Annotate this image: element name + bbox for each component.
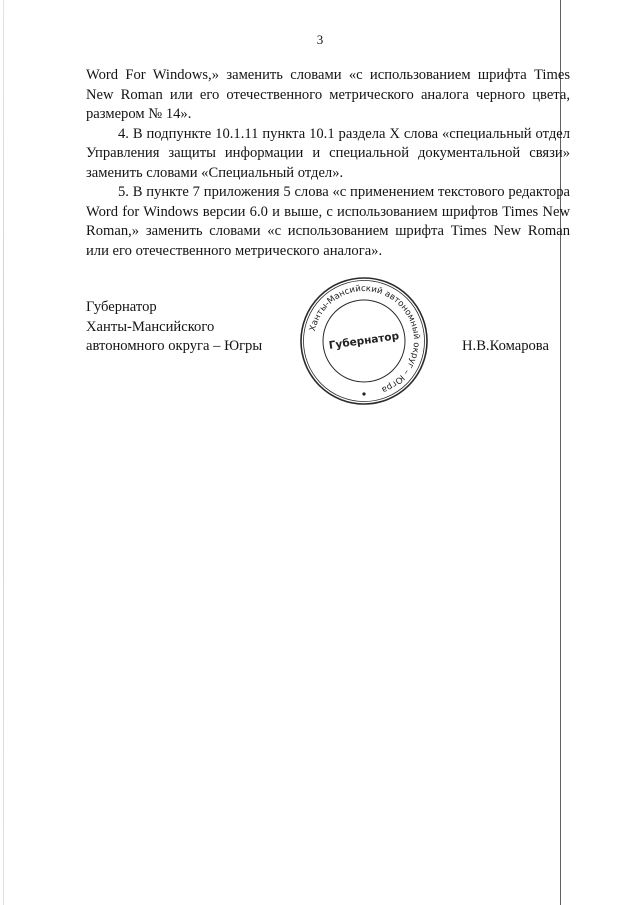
signatory-title-line-1: Губернатор xyxy=(86,299,157,315)
scan-edge-left xyxy=(3,0,4,905)
page-number: 3 xyxy=(316,32,324,47)
seal-graphic xyxy=(298,275,430,407)
paragraph-item-4: 4. В подпункте 10.1.11 пункта 10.1 раздела X слова «специальный отдел Управления защиты информации и специальной документальной связи» заменить словами «Специальный отдел». xyxy=(86,125,570,181)
paragraph-item-5: 5. В пункте 7 приложения 5 слова «с применением текстового редактора Word for Windows версии 6.0 и выше, с использованием шрифтов Times New Roman,» заменить словами «с использованием шрифта Times New Roman или его отечественного метрического аналога». xyxy=(86,184,570,259)
official-seal xyxy=(298,275,430,407)
document-body xyxy=(86,66,570,261)
seal-ring-text: Ханты-Мансийский автономный округ – Югра xyxy=(308,283,422,395)
seal-dot xyxy=(362,392,365,395)
seal-center-text: Губернатор xyxy=(328,330,400,352)
signatory-title xyxy=(86,298,262,357)
signatory-name: Н.В.Комарова xyxy=(462,338,549,354)
signatory-title-line-2: Ханты-Мансийского xyxy=(86,318,215,335)
paragraph-continuation: Word For Windows,» заменить словами «с использованием шрифта Times New Roman или его отечественного метрического аналога черного цвета, размером № 14». xyxy=(86,67,570,122)
signatory-title-line-3: автономного округа – Югры xyxy=(86,338,263,354)
